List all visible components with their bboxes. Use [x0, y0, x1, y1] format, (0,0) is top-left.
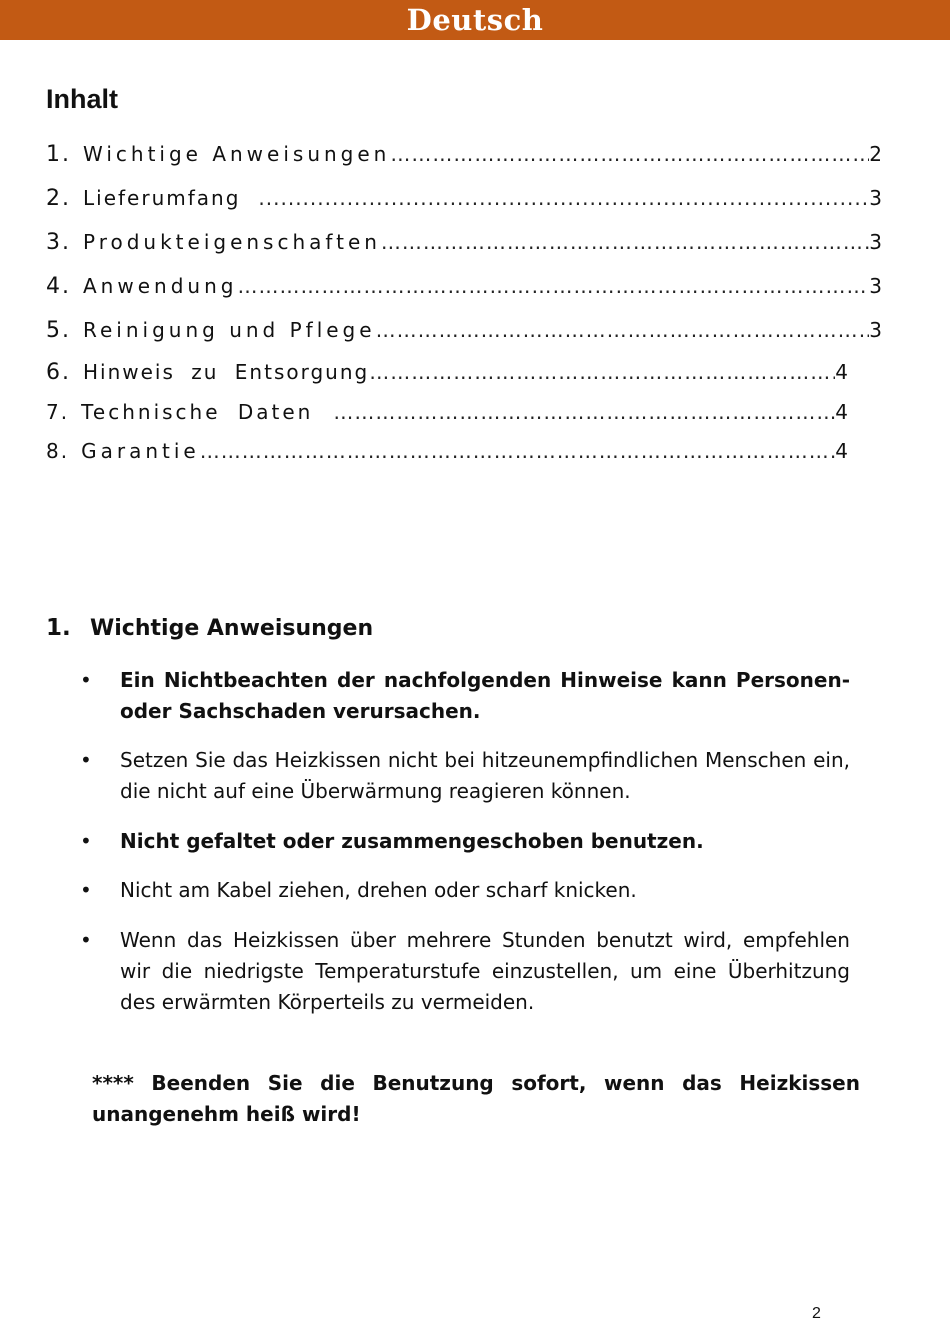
section-heading: [46, 615, 373, 641]
list-item-text: Nicht gefaltet oder zusammengeschoben benutzen.: [120, 829, 704, 853]
language-title: Deutsch: [406, 3, 544, 37]
toc-entry: [46, 274, 882, 299]
section-number: 1.: [46, 615, 71, 641]
toc-entry-page: 2: [869, 142, 882, 166]
list-item: [80, 745, 850, 807]
toc-entry-page: 4: [835, 439, 848, 463]
toc-entry-number: 3.: [46, 230, 71, 255]
toc-entry-label: Lieferumfang: [83, 186, 241, 210]
toc-entry-page: 4: [835, 360, 848, 384]
toc-entry-page: 3: [869, 274, 882, 298]
toc-leader-dots: [237, 274, 869, 298]
list-item: [80, 826, 850, 857]
list-item: [80, 665, 850, 727]
toc-leader-dots: [369, 360, 835, 384]
toc-entry-label: Wichtige Anweisungen: [83, 142, 391, 166]
warning-note: **** Beenden Sie die Benutzung sofort, wenn das Heizkissen unangenehm heiß wird!: [92, 1071, 860, 1126]
toc-title: Inhalt: [46, 84, 118, 114]
toc-entry-label: Produkteigenschaften: [83, 230, 381, 254]
toc-entry: [46, 400, 848, 424]
list-item-text: Ein Nichtbeachten der nachfolgenden Hinweise kann Personen- oder Sachschaden verursachen.: [120, 668, 850, 723]
language-banner: [0, 0, 950, 40]
list-item-text: Wenn das Heizkissen über mehrere Stunden benutzt wird, empfehlen wir die niedrigste Temperaturstufe einzustellen, um eine Überhitzung des erwärmten Körperteils zu vermeiden.: [120, 928, 850, 1014]
bullet-icon: •: [80, 748, 92, 772]
list-item: [80, 875, 850, 906]
list-item: [80, 925, 850, 1018]
toc-entry-number: 4.: [46, 274, 71, 299]
list-item-text: Setzen Sie das Heizkissen nicht bei hitzeunempfindlichen Menschen ein, die nicht auf eine Überwärmung reagieren können.: [120, 748, 850, 803]
toc-entry: [46, 142, 882, 167]
toc-entry: [46, 439, 848, 463]
bullet-icon: •: [80, 928, 92, 952]
toc-entry-label: Reinigung und Pflege: [83, 318, 376, 342]
toc-entry-number: 6.: [46, 360, 71, 385]
toc-leader-dots: [376, 318, 870, 342]
toc-leader-dots: [333, 400, 835, 424]
toc-entry-page: 3: [869, 318, 882, 342]
toc-entry-label: Anwendung: [83, 274, 238, 298]
toc-entry-number: 7.: [46, 400, 70, 424]
toc-entry-number: 8.: [46, 439, 70, 463]
toc-entry-page: 3: [869, 230, 882, 254]
toc-entry-label: Hinweis zu Entsorgung: [83, 360, 370, 384]
toc-entry-label: Garantie: [81, 439, 200, 463]
section-title: Wichtige Anweisungen: [90, 616, 374, 641]
bullet-icon: •: [80, 668, 92, 692]
toc-entry-label: Technische Daten: [81, 400, 314, 424]
toc-entry: [46, 318, 882, 343]
toc-entry-page: 3: [869, 186, 882, 210]
page-number: 2: [812, 1305, 821, 1322]
toc-entry: [46, 186, 882, 211]
bullet-icon: •: [80, 878, 92, 902]
toc-entry-number: 1.: [46, 142, 71, 167]
bullet-icon: •: [80, 829, 92, 853]
toc-leader-dots: [200, 439, 836, 463]
toc-leader-dots: [390, 142, 869, 166]
toc-entry-number: 2.: [46, 186, 71, 211]
toc-entry: [46, 230, 882, 255]
list-item-text: Nicht am Kabel ziehen, drehen oder scharf knicken.: [120, 878, 637, 902]
toc-entry-number: 5.: [46, 318, 71, 343]
toc-leader-dots: [381, 230, 869, 254]
toc-leader-dots: [258, 186, 869, 210]
toc-entry: [46, 360, 848, 385]
toc-entry-page: 4: [835, 400, 848, 424]
